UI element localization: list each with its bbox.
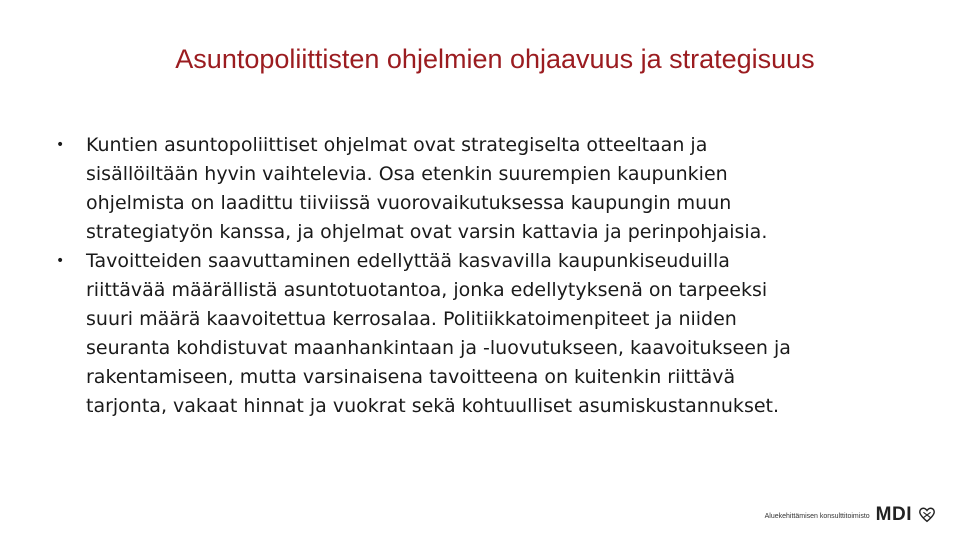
bullet-line: sisällöiltään hyvin vaihtelevia. Osa etenkin suurempien kaupunkien xyxy=(86,163,728,185)
bullet-list xyxy=(56,131,916,421)
bullet-item xyxy=(56,247,916,421)
bullet-line: Kuntien asuntopoliittiset ohjelmat ovat strategiselta otteeltaan ja xyxy=(86,134,708,156)
footer-logo xyxy=(765,505,936,524)
bullet-line: rakentamiseen, mutta varsinaisena tavoitteena on kuitenkin riittävä xyxy=(86,366,736,388)
bullet-item xyxy=(56,131,916,247)
footer-tagline: Aluekehittämisen konsulttitoimisto xyxy=(764,513,870,520)
bullet-line: ohjelmista on laadittu tiiviissä vuorovaikutuksessa kaupungin muun xyxy=(86,192,732,214)
slide-title: Asuntopoliittisten ohjelmien ohjaavuus ja strategisuus xyxy=(175,44,815,74)
bullet-line: strategiatyön kanssa, ja ohjelmat ovat varsin kattavia ja perinpohjaisia. xyxy=(86,221,768,243)
bullet-line: Tavoitteiden saavuttaminen edellyttää kasvavilla kaupunkiseuduilla xyxy=(86,250,730,272)
bullet-marker: • xyxy=(56,253,65,269)
bullet-line: tarjonta, vakaat hinnat ja vuokrat sekä kohtuulliset asumiskustannukset. xyxy=(86,395,780,417)
bullet-line: suuri määrä kaavoitettua kerrosalaa. Politiikkatoimenpiteet ja niiden xyxy=(86,308,737,330)
footer-mark: MDI xyxy=(875,504,912,525)
bullet-line: riittävää määrällistä asuntotuotantoa, jonka edellytyksenä on tarpeeksi xyxy=(86,279,768,301)
bullet-marker: • xyxy=(56,137,65,153)
heart-emblem-icon xyxy=(918,506,936,524)
bullet-line: seuranta kohdistuvat maanhankintaan ja -luovutukseen, kaavoitukseen ja xyxy=(86,337,791,359)
